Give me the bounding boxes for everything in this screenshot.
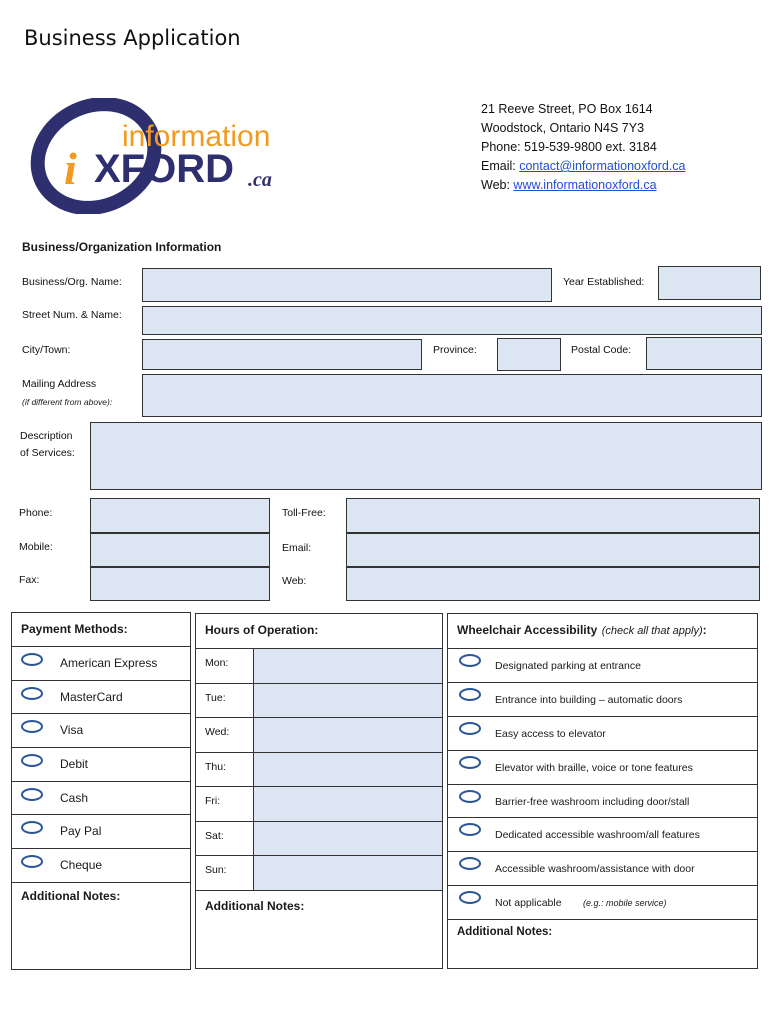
radio-button-icon[interactable] bbox=[21, 754, 43, 767]
email-line bbox=[481, 157, 685, 176]
mailing-address-field[interactable] bbox=[142, 374, 762, 417]
day-label: Tue: bbox=[205, 691, 226, 704]
hours-input-field[interactable] bbox=[253, 684, 442, 718]
tollfree-label: Toll-Free: bbox=[282, 507, 326, 519]
radio-button-icon[interactable] bbox=[459, 857, 481, 870]
hours-day-row bbox=[196, 718, 442, 753]
accessibility-option-row[interactable] bbox=[448, 751, 757, 785]
payment-methods-panel bbox=[11, 612, 191, 970]
page-title: Business Application bbox=[24, 26, 241, 50]
business-name-label: Business/Org. Name: bbox=[22, 276, 122, 288]
radio-button-icon[interactable] bbox=[459, 688, 481, 701]
hours-input-field[interactable] bbox=[253, 856, 442, 890]
day-label: Wed: bbox=[205, 726, 230, 738]
web-label: Web: bbox=[481, 178, 514, 192]
logo-text-ca: .ca bbox=[248, 169, 272, 191]
city-line: Woodstock, Ontario N4S 7Y3 bbox=[481, 121, 645, 135]
city-label: City/Town: bbox=[22, 344, 71, 356]
mailing-address-note: (if different from above): bbox=[22, 397, 113, 407]
accessibility-option-row[interactable] bbox=[448, 818, 757, 852]
day-label: Sun: bbox=[205, 864, 227, 876]
payment-option-label: Cash bbox=[60, 790, 89, 805]
information-oxford-logo bbox=[26, 98, 296, 214]
street-label: Street Num. & Name: bbox=[22, 309, 122, 321]
radio-button-icon[interactable] bbox=[459, 654, 481, 667]
contact-block bbox=[481, 100, 685, 195]
radio-button-icon[interactable] bbox=[21, 653, 43, 666]
street-field[interactable] bbox=[142, 306, 762, 335]
email-link[interactable]: contact@informationoxford.ca bbox=[519, 159, 686, 173]
web-field-label: Web: bbox=[282, 575, 307, 587]
hours-input-field[interactable] bbox=[253, 787, 442, 821]
radio-button-icon[interactable] bbox=[21, 788, 43, 801]
accessibility-option-label: Easy access to elevator bbox=[495, 727, 606, 740]
hours-header bbox=[196, 614, 442, 649]
accessibility-option-row[interactable] bbox=[448, 717, 757, 751]
payment-option-row[interactable] bbox=[12, 681, 190, 715]
accessibility-option-label: Dedicated accessible washroom/all features bbox=[495, 829, 700, 842]
accessibility-option-row[interactable] bbox=[448, 649, 757, 683]
email-field-label: Email: bbox=[282, 542, 312, 554]
day-label: Fri: bbox=[205, 795, 221, 807]
payment-option-label: MasterCard bbox=[60, 689, 123, 704]
accessibility-option-label: Entrance into building – automatic doors bbox=[495, 693, 683, 706]
accessibility-header bbox=[448, 614, 757, 649]
address-line: 21 Reeve Street, PO Box 1614 bbox=[481, 102, 653, 116]
mobile-label: Mobile: bbox=[19, 541, 53, 553]
payment-option-row[interactable] bbox=[12, 748, 190, 782]
province-field[interactable] bbox=[497, 338, 561, 371]
accessibility-panel bbox=[447, 613, 758, 969]
business-info-heading: Business/Organization Information bbox=[22, 240, 222, 254]
tollfree-field[interactable] bbox=[346, 498, 760, 533]
not-applicable-note: (e.g.: mobile service) bbox=[583, 898, 667, 909]
accessibility-option-row[interactable] bbox=[448, 852, 757, 886]
accessibility-heading: Wheelchair Accessibility bbox=[457, 623, 598, 637]
accessibility-option-row[interactable] bbox=[448, 785, 757, 819]
accessibility-option-row[interactable] bbox=[448, 886, 757, 920]
payment-option-row[interactable] bbox=[12, 782, 190, 816]
year-established-label: Year Established: bbox=[563, 276, 645, 288]
payment-option-label: American Express bbox=[60, 656, 158, 670]
mobile-field[interactable] bbox=[90, 533, 270, 567]
accessibility-option-label: Designated parking at entrance bbox=[495, 660, 641, 672]
radio-button-icon[interactable] bbox=[21, 855, 43, 868]
hours-day-row bbox=[196, 753, 442, 788]
accessibility-option-label: Accessible washroom/assistance with door bbox=[495, 863, 695, 876]
hours-input-field[interactable] bbox=[253, 822, 442, 856]
accessibility-option-label: Not applicable bbox=[495, 897, 562, 910]
hours-day-row bbox=[196, 787, 442, 822]
fax-label: Fax: bbox=[19, 574, 40, 586]
radio-button-icon[interactable] bbox=[459, 756, 481, 769]
hours-day-row bbox=[196, 684, 442, 719]
radio-button-icon[interactable] bbox=[21, 687, 43, 700]
day-label: Thu: bbox=[205, 760, 227, 773]
hours-day-row bbox=[196, 649, 442, 684]
phone-field[interactable] bbox=[90, 498, 270, 533]
postal-code-field[interactable] bbox=[646, 337, 762, 370]
description-label-1: Description bbox=[20, 430, 73, 442]
description-field[interactable] bbox=[90, 422, 762, 490]
payment-option-label: Pay Pal bbox=[60, 824, 102, 839]
year-established-field[interactable] bbox=[658, 266, 761, 300]
payment-option-label: Cheque bbox=[60, 858, 103, 873]
accessibility-option-label: Elevator with braille, voice or tone features bbox=[495, 761, 693, 774]
web-field[interactable] bbox=[346, 567, 760, 601]
phone-label: Phone: bbox=[19, 507, 53, 519]
hours-input-field[interactable] bbox=[253, 753, 442, 787]
radio-button-icon[interactable] bbox=[459, 790, 481, 803]
payment-option-label: Visa bbox=[60, 723, 84, 738]
business-name-field[interactable] bbox=[142, 268, 552, 302]
day-label: Mon: bbox=[205, 657, 229, 669]
description-label-2: of Services: bbox=[20, 447, 75, 459]
payment-option-row[interactable] bbox=[12, 849, 190, 883]
logo-text-xford: XFORD bbox=[94, 147, 234, 191]
hours-heading: Hours of Operation: bbox=[205, 623, 319, 637]
accessibility-option-label: Barrier-free washroom including door/stall bbox=[495, 795, 690, 808]
payment-methods-header bbox=[12, 613, 190, 647]
web-link[interactable]: www.informationoxford.ca bbox=[513, 178, 657, 192]
accessibility-notes-label: Additional Notes: bbox=[457, 926, 553, 939]
day-label: Sat: bbox=[205, 829, 224, 842]
mailing-address-label: Mailing Address bbox=[22, 378, 97, 390]
accessibility-heading-note: (check all that apply) bbox=[601, 625, 703, 637]
radio-button-icon[interactable] bbox=[21, 720, 43, 733]
hours-input-field[interactable] bbox=[253, 718, 442, 752]
province-label: Province: bbox=[433, 344, 477, 356]
logo-text-information: information bbox=[122, 120, 271, 153]
hours-panel bbox=[195, 613, 443, 969]
fax-field[interactable] bbox=[90, 567, 270, 601]
payment-option-label: Debit bbox=[60, 757, 89, 772]
hours-day-row bbox=[196, 822, 442, 857]
accessibility-heading-colon: : bbox=[702, 623, 707, 637]
payment-methods-heading: Payment Methods: bbox=[21, 622, 128, 636]
payment-notes-label: Additional Notes: bbox=[21, 888, 121, 903]
hours-notes-label: Additional Notes: bbox=[205, 898, 305, 913]
logo-letter-i: i bbox=[64, 143, 77, 194]
payment-option-row[interactable] bbox=[12, 647, 190, 681]
accessibility-option-row[interactable] bbox=[448, 683, 757, 717]
web-line bbox=[481, 176, 685, 195]
email-label: Email: bbox=[481, 159, 520, 173]
email-field[interactable] bbox=[346, 533, 760, 567]
city-field[interactable] bbox=[142, 339, 422, 370]
radio-button-icon[interactable] bbox=[21, 821, 43, 834]
radio-button-icon[interactable] bbox=[459, 722, 481, 735]
postal-code-label: Postal Code: bbox=[571, 344, 632, 356]
phone-line: Phone: 519-539-9800 ext. 3184 bbox=[481, 140, 657, 154]
hours-input-field[interactable] bbox=[253, 649, 442, 683]
hours-day-row bbox=[196, 856, 442, 891]
payment-option-row[interactable] bbox=[12, 815, 190, 849]
radio-button-icon[interactable] bbox=[459, 823, 481, 836]
radio-button-icon[interactable] bbox=[459, 891, 481, 904]
payment-option-row[interactable] bbox=[12, 714, 190, 748]
